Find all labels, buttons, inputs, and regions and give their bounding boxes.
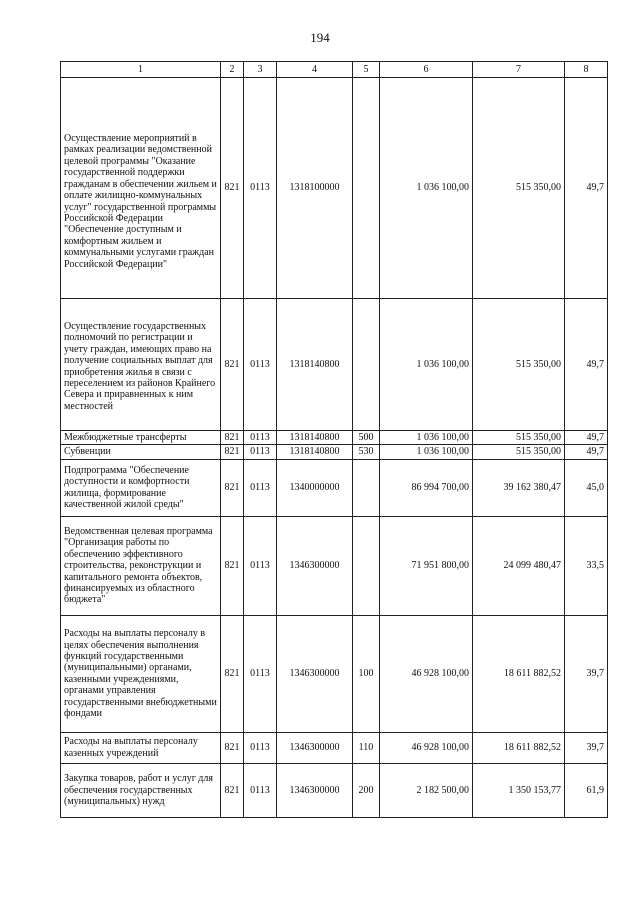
row-grbs: 821 bbox=[221, 78, 244, 299]
row-vr: 100 bbox=[353, 615, 380, 732]
table-row bbox=[61, 763, 608, 817]
row-name: Осуществление государственных полномочий по регистрации и учету граждан, имеющих право на получение социальных выплат для приобретения жилья в связи с переселением из районов Крайнего Севера и приравненных к ним местностей bbox=[61, 299, 221, 431]
table-row bbox=[61, 516, 608, 615]
row-vr bbox=[353, 299, 380, 431]
table-row bbox=[61, 299, 608, 431]
row-grbs: 821 bbox=[221, 459, 244, 516]
col-header-1: 1 bbox=[61, 62, 221, 78]
row-csr: 1318100000 bbox=[277, 78, 353, 299]
row-csr: 1346300000 bbox=[277, 615, 353, 732]
row-vr: 530 bbox=[353, 445, 380, 459]
header-row bbox=[61, 62, 608, 78]
row-grbs: 821 bbox=[221, 516, 244, 615]
row-pct: 39,7 bbox=[565, 615, 608, 732]
col-header-3: 3 bbox=[244, 62, 277, 78]
budget-table bbox=[60, 61, 608, 818]
col-header-4: 4 bbox=[277, 62, 353, 78]
row-section: 0113 bbox=[244, 299, 277, 431]
row-pct: 61,9 bbox=[565, 763, 608, 817]
row-exec: 18 611 882,52 bbox=[473, 732, 565, 763]
row-csr: 1340000000 bbox=[277, 459, 353, 516]
row-pct: 49,7 bbox=[565, 445, 608, 459]
row-vr: 110 bbox=[353, 732, 380, 763]
row-plan: 2 182 500,00 bbox=[380, 763, 473, 817]
row-csr: 1318140800 bbox=[277, 431, 353, 445]
row-csr: 1318140800 bbox=[277, 445, 353, 459]
row-pct: 49,7 bbox=[565, 78, 608, 299]
row-vr bbox=[353, 459, 380, 516]
row-name: Закупка товаров, работ и услуг для обеспечения государственных (муниципальных) нужд bbox=[61, 763, 221, 817]
row-exec: 39 162 380,47 bbox=[473, 459, 565, 516]
row-grbs: 821 bbox=[221, 445, 244, 459]
row-section: 0113 bbox=[244, 445, 277, 459]
row-plan: 1 036 100,00 bbox=[380, 78, 473, 299]
row-grbs: 821 bbox=[221, 732, 244, 763]
row-pct: 49,7 bbox=[565, 299, 608, 431]
row-vr: 500 bbox=[353, 431, 380, 445]
row-name: Осуществление мероприятий в рамках реализации ведомственной целевой программы "Оказание государственной поддержки гражданам в обеспечении жильем и оплате жилищно-коммунальных услуг" государственной программы Российской Федерации "Обеспечение доступным и комфортным жильем и коммунальными услугами граждан Российской Федерации" bbox=[61, 78, 221, 299]
row-plan: 46 928 100,00 bbox=[380, 732, 473, 763]
row-exec: 18 611 882,52 bbox=[473, 615, 565, 732]
row-section: 0113 bbox=[244, 78, 277, 299]
col-header-5: 5 bbox=[353, 62, 380, 78]
row-name: Подпрограмма "Обеспечение доступности и комфортности жилища, формирование качественной жилой среды" bbox=[61, 459, 221, 516]
col-header-6: 6 bbox=[380, 62, 473, 78]
row-vr bbox=[353, 78, 380, 299]
row-csr: 1318140800 bbox=[277, 299, 353, 431]
row-plan: 46 928 100,00 bbox=[380, 615, 473, 732]
row-name: Расходы на выплаты персоналу казенных учреждений bbox=[61, 732, 221, 763]
row-pct: 33,5 bbox=[565, 516, 608, 615]
table-row bbox=[61, 78, 608, 299]
row-exec: 515 350,00 bbox=[473, 78, 565, 299]
col-header-8: 8 bbox=[565, 62, 608, 78]
row-csr: 1346300000 bbox=[277, 516, 353, 615]
row-plan: 1 036 100,00 bbox=[380, 431, 473, 445]
page-number: 194 bbox=[310, 30, 330, 45]
row-pct: 45,0 bbox=[565, 459, 608, 516]
row-exec: 1 350 153,77 bbox=[473, 763, 565, 817]
row-csr: 1346300000 bbox=[277, 763, 353, 817]
row-plan: 1 036 100,00 bbox=[380, 445, 473, 459]
row-vr bbox=[353, 516, 380, 615]
table-row bbox=[61, 615, 608, 732]
row-csr: 1346300000 bbox=[277, 732, 353, 763]
row-plan: 71 951 800,00 bbox=[380, 516, 473, 615]
row-name: Ведомственная целевая программа "Организация работы по обеспечению эффективного строительства, реконструкции и капитального ремонта объектов, финансируемых из областного бюджета" bbox=[61, 516, 221, 615]
row-exec: 24 099 480,47 bbox=[473, 516, 565, 615]
row-exec: 515 350,00 bbox=[473, 299, 565, 431]
row-pct: 49,7 bbox=[565, 431, 608, 445]
row-section: 0113 bbox=[244, 615, 277, 732]
row-plan: 1 036 100,00 bbox=[380, 299, 473, 431]
row-pct: 39,7 bbox=[565, 732, 608, 763]
row-vr: 200 bbox=[353, 763, 380, 817]
row-exec: 515 350,00 bbox=[473, 445, 565, 459]
row-name: Расходы на выплаты персоналу в целях обеспечения выполнения функций государственными (муниципальными) органами, казенными учреждениями, органами управления государственными внебюджетными фондами bbox=[61, 615, 221, 732]
table-row bbox=[61, 431, 608, 445]
row-section: 0113 bbox=[244, 459, 277, 516]
row-grbs: 821 bbox=[221, 615, 244, 732]
col-header-7: 7 bbox=[473, 62, 565, 78]
row-grbs: 821 bbox=[221, 299, 244, 431]
row-name: Межбюджетные трансферты bbox=[61, 431, 221, 445]
table-row bbox=[61, 732, 608, 763]
table-row bbox=[61, 445, 608, 459]
row-section: 0113 bbox=[244, 732, 277, 763]
row-name: Субвенции bbox=[61, 445, 221, 459]
row-grbs: 821 bbox=[221, 431, 244, 445]
row-section: 0113 bbox=[244, 431, 277, 445]
col-header-2: 2 bbox=[221, 62, 244, 78]
row-plan: 86 994 700,00 bbox=[380, 459, 473, 516]
row-section: 0113 bbox=[244, 516, 277, 615]
row-section: 0113 bbox=[244, 763, 277, 817]
table-row bbox=[61, 459, 608, 516]
row-grbs: 821 bbox=[221, 763, 244, 817]
row-exec: 515 350,00 bbox=[473, 431, 565, 445]
